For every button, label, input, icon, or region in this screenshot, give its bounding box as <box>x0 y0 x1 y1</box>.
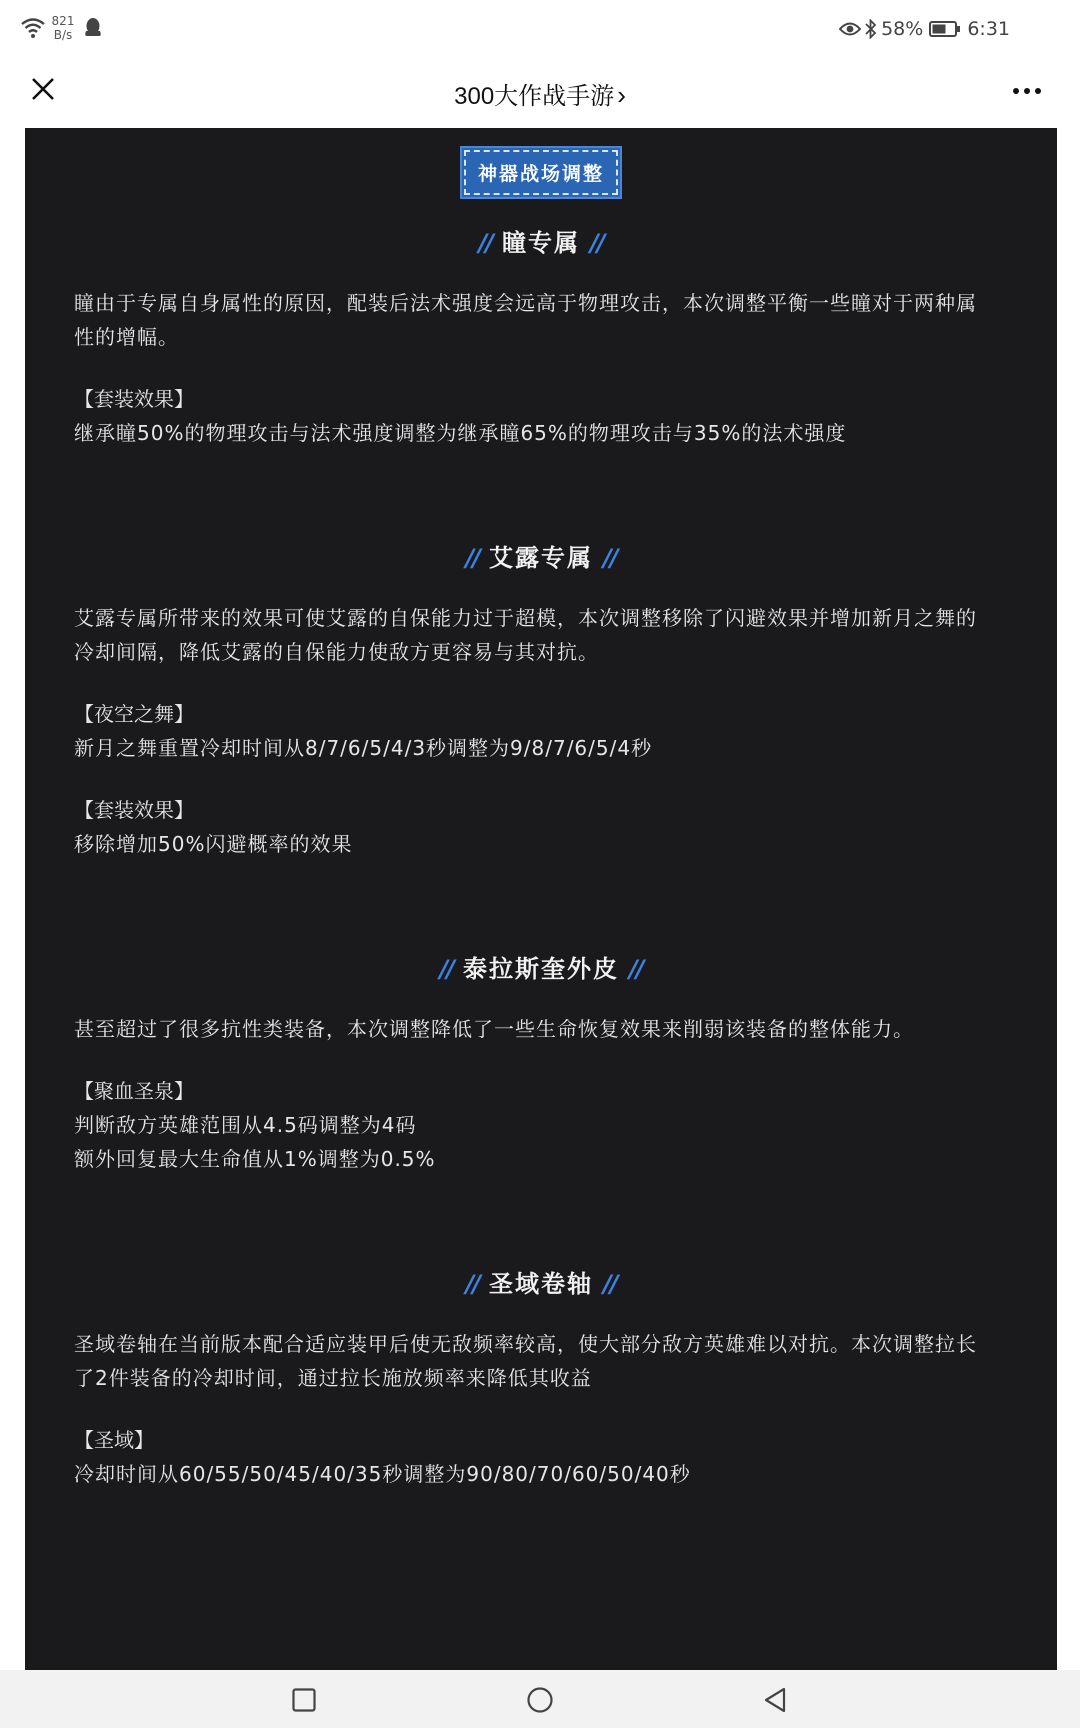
slash-decoration: // <box>465 1270 479 1298</box>
recents-button[interactable] <box>292 1688 316 1716</box>
section-intro: 甚至超过了很多抗性类装备，本次调整降低了一些生命恢复效果来削弱该装备的整体能力。 <box>74 1017 914 1041</box>
back-triangle-icon <box>763 1687 787 1713</box>
slash-decoration: // <box>590 229 604 257</box>
more-button[interactable] <box>1012 82 1042 94</box>
slash-decoration: // <box>603 1270 617 1298</box>
slash-decoration: // <box>603 544 617 572</box>
item-tag: 【套装效果】 <box>74 387 194 411</box>
status-bar <box>0 0 1080 62</box>
section-title: // 艾露专属 // <box>465 544 617 572</box>
item-line: 判断敌方英雄范围从4.5码调整为4码 <box>74 1113 417 1137</box>
clock: 6:31 <box>967 18 1010 40</box>
battery-percent: 58% <box>881 18 924 40</box>
section-title: // 圣域卷轴 // <box>465 1270 617 1298</box>
section-title: // 泰拉斯奎外皮 // <box>439 955 643 983</box>
slash-decoration: // <box>478 229 492 257</box>
article-content <box>25 128 1057 1670</box>
page-title: 300大作战手游 <box>454 83 615 110</box>
item-tag: 【夜空之舞】 <box>74 702 194 726</box>
item-tag: 【聚血圣泉】 <box>74 1079 194 1103</box>
eye-icon <box>839 21 861 37</box>
item-line: 额外回复最大生命值从1%调整为0.5% <box>74 1147 436 1171</box>
home-circle-icon <box>527 1687 553 1713</box>
item-line: 继承瞳50%的物理攻击与法术强度调整为继承瞳65%的物理攻击与35%的法术强度 <box>74 421 847 445</box>
item-line: 冷却时间从60/55/50/45/40/35秒调整为90/80/70/60/50/40秒 <box>74 1462 691 1486</box>
account-title-link[interactable] <box>0 76 1080 111</box>
home-button[interactable] <box>527 1687 553 1717</box>
section-intro: 艾露专属所带来的效果可使艾露的自保能力过于超模，本次调整移除了闪避效果并增加新月之舞的冷却间隔，降低艾露的自保能力使敌方更容易与其对抗。 <box>74 606 977 664</box>
bluetooth-icon <box>865 19 877 39</box>
slash-decoration: // <box>465 544 479 572</box>
item-line: 新月之舞重置冷却时间从8/7/6/5/4/3秒调整为9/8/7/6/5/4秒 <box>74 736 653 760</box>
slash-decoration: // <box>439 955 453 983</box>
net-speed: 821 B/s <box>51 14 75 42</box>
section-banner: 神器战场调整 <box>460 146 622 199</box>
section-intro: 圣域卷轴在当前版本配合适应装甲后使无敌频率较高，使大部分敌方英雄难以对抗。本次调整拉长了2件装备的冷却时间，通过拉长施放频率来降低其收益 <box>74 1332 977 1390</box>
battery-icon <box>929 20 961 38</box>
back-button[interactable] <box>763 1687 787 1717</box>
section-title: // 瞳专属 // <box>478 229 604 257</box>
item-tag: 【套装效果】 <box>74 798 194 822</box>
chevron-right-icon: › <box>617 80 626 110</box>
system-nav-bar <box>0 1670 1080 1728</box>
item-line: 移除增加50%闪避概率的效果 <box>74 832 353 856</box>
qq-icon <box>84 17 102 39</box>
more-icon <box>1012 85 1042 97</box>
title-bar <box>0 62 1080 128</box>
slash-decoration: // <box>629 955 643 983</box>
item-tag: 【圣域】 <box>74 1428 154 1452</box>
recents-square-icon <box>292 1688 316 1712</box>
section-intro: 瞳由于专属自身属性的原因，配装后法术强度会远高于物理攻击，本次调整平衡一些瞳对于两种属性的增幅。 <box>74 291 977 349</box>
wifi-icon <box>20 16 46 40</box>
